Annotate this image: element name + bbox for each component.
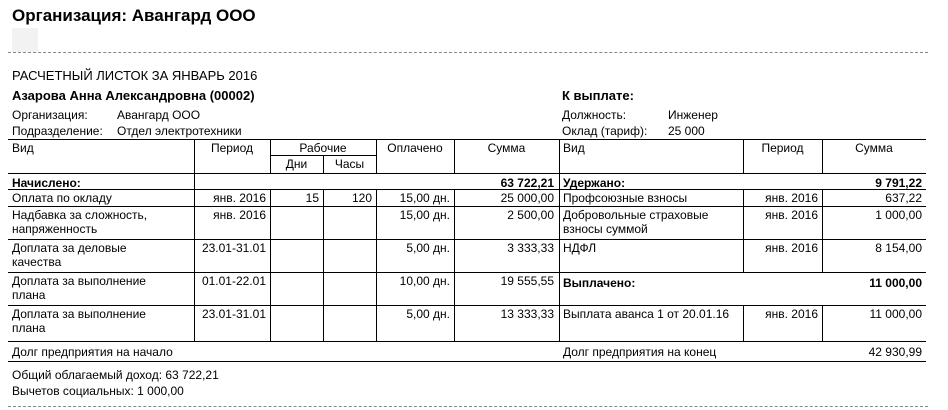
row-sum: 3 333,33 [507,241,554,255]
employee-name: Азарова Анна Александровна (00002) [12,88,255,103]
position-value: Инженер [668,108,718,122]
col-hours: Часы [334,157,365,171]
row-period: янв. 2016 [765,208,818,222]
row-paid: 10,00 дн. [399,274,450,288]
row-vid: НДФЛ [563,241,597,255]
row-sum: 2 500,00 [507,208,554,222]
row-period: янв. 2016 [213,191,266,205]
row-vid: Выплата аванса 1 от 20.01.16 [563,307,730,321]
col-working: Рабочие [299,141,347,155]
separator-bottom [8,406,928,407]
row-paid: 5,00 дн. [406,307,450,321]
row-sum: 637,22 [885,191,922,205]
row-sum: 8 154,00 [875,241,922,255]
footer-divider [8,361,926,362]
salary-label: Оклад (тариф): [562,124,648,138]
debt-start-label: Долг предприятия на начало [12,345,173,359]
row-sum: 1 000,00 [875,208,922,222]
separator-top [8,52,928,53]
debt-end-label: Долг предприятия на конец [563,345,717,359]
paid-out-label: Выплачено: [563,276,636,290]
header-shade [12,28,38,52]
row-vid: Профсоюзные взносы [563,191,688,205]
row-vid: Доплата за деловые качества [12,241,127,269]
social-deductions: Вычетов социальных: 1 000,00 [12,384,184,398]
row-period: янв. 2016 [765,191,818,205]
col-vid-left: Вид [12,141,34,155]
col-sum-left: Сумма [487,141,526,155]
row-hours: 120 [351,191,372,205]
org-value: Авангард ООО [117,108,201,122]
col-days: Дни [285,157,308,171]
dept-label: Подразделение: [12,124,103,138]
row-days: 15 [305,191,319,205]
row-sum: 13 333,33 [500,307,554,321]
row-period: 23.01-31.01 [201,241,266,255]
row-vid: Доплата за выполнение плана [12,274,146,302]
row-paid: 15,00 дн. [399,208,450,222]
salary-value: 25 000 [668,124,705,138]
col-paid: Оплачено [387,141,443,155]
withheld-label: Удержано: [563,176,626,190]
accrued-total: 63 722,21 [500,176,554,190]
debt-end-value: 42 930,99 [868,345,922,359]
accrued-label: Начислено: [12,176,81,190]
row-sum: 11 000,00 [869,307,922,321]
org-label: Организация: [12,108,88,122]
row-paid: 15,00 дн. [399,191,450,205]
slip-title: РАСЧЕТНЫЙ ЛИСТОК ЗА ЯНВАРЬ 2016 [12,68,258,83]
row-vid: Оплата по окладу [12,191,112,205]
col-period-right: Период [761,141,804,155]
row-paid: 5,00 дн. [406,241,450,255]
row-sum: 25 000,00 [500,191,554,205]
dept-value: Отдел электротехники [117,124,242,138]
col-vid-right: Вид [563,141,585,155]
row-sum: 19 555,55 [500,274,554,288]
row-period: янв. 2016 [213,208,266,222]
row-vid: Доплата за выполнение плана [12,307,146,335]
row-vid: Надбавка за сложность, напряженность [12,208,148,236]
organization-header: Организация: Авангард ООО [12,6,256,25]
row-period: янв. 2016 [765,241,818,255]
row-vid: Добровольные страховые взносы суммой [563,208,709,236]
row-period: янв. 2016 [765,307,818,321]
row-period: 23.01-31.01 [201,307,266,321]
paid-out-total: 11 000,00 [869,276,922,290]
col-sum-right: Сумма [855,141,893,155]
withheld-total: 9 791,22 [875,176,922,190]
col-period-left: Период [210,141,254,155]
to-pay-label: К выплате: [562,88,634,103]
taxable-income: Общий облагаемый доход: 63 722,21 [12,368,219,382]
row-period: 01.01-22.01 [201,274,266,288]
position-label: Должность: [562,108,627,122]
